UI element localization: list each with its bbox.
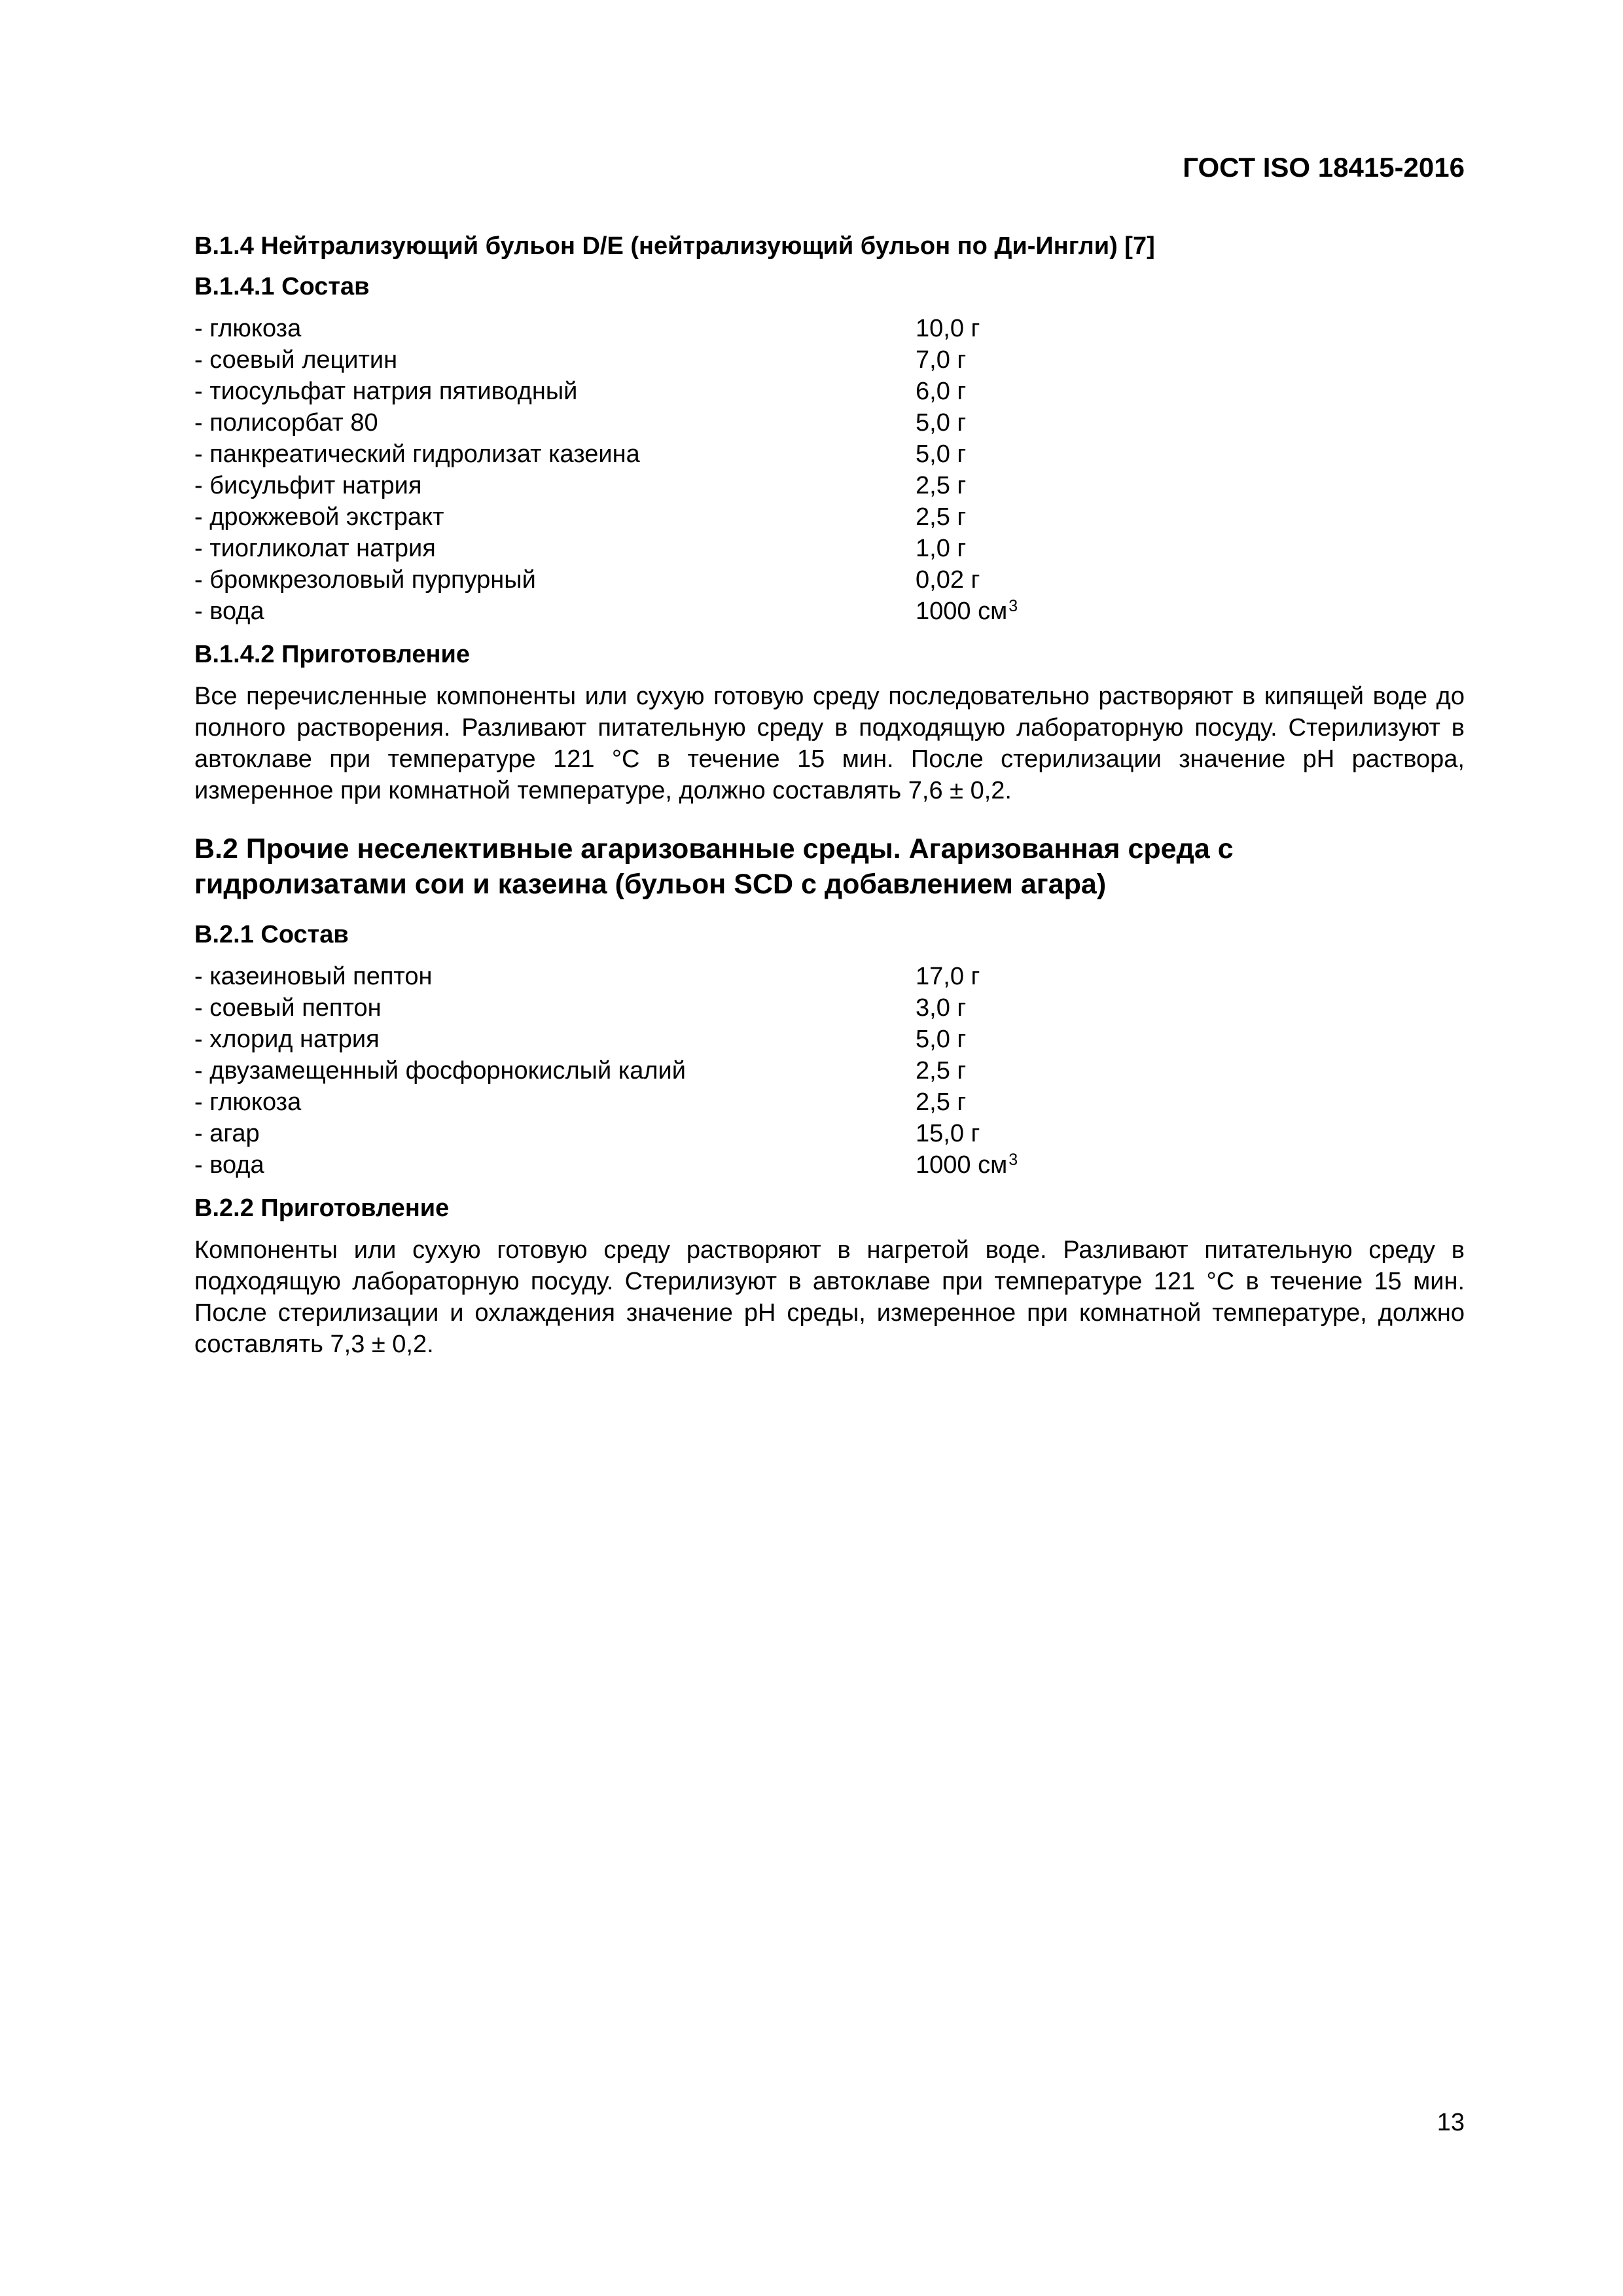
component-name: - агар xyxy=(194,1120,260,1147)
section-b14-title: B.1.4 Нейтрализующий бульон D/E (нейтрализующий бульон по Ди-Ингли) [7] xyxy=(194,232,1155,260)
component-amount xyxy=(916,407,966,439)
component-amount xyxy=(916,564,980,596)
section-b142-title: B.1.4.2 Приготовление xyxy=(194,641,470,668)
component-row xyxy=(194,564,1465,596)
component-row xyxy=(194,313,1465,344)
component-amount xyxy=(916,596,1018,627)
component-row xyxy=(194,1149,1465,1181)
component-row xyxy=(194,992,1465,1024)
preparation-paragraph-b2: Компоненты или сухую готовую среду растворяют в нагретой воде. Разливают питательную среду в подходящую лабораторную посуду. Стерилизуют в автоклаве при температуре 121 °С в течение 15 мин. После стерилизации и охлаждения значение pH среды, измеренное при комнатной температуре, должно составлять 7,3 ± 0,2. xyxy=(194,1236,1465,1358)
component-name: - хлорид натрия xyxy=(194,1026,380,1053)
component-amount-value: 2,5 г xyxy=(916,1088,967,1116)
component-row xyxy=(194,596,1465,627)
preparation-paragraph-b14: Все перечисленные компоненты или сухую готовую среду последовательно растворяют в кипящей воде до полного растворения. Разливают питательную среду в подходящую лабораторную посуду. Стерилизуют в автоклаве при температуре 121 °С в течение 15 мин. После стерилизации значение pH раствора, измеренное при комнатной температуре, должно составлять 7,6 ± 0,2. xyxy=(194,683,1465,804)
component-name: - вода xyxy=(194,598,264,625)
component-amount-value: 5,0 г xyxy=(916,1026,967,1053)
component-amount-value: 0,02 г xyxy=(916,566,980,594)
component-name: - казеиновый пептон xyxy=(194,963,433,990)
component-name: - панкреатический гидролизат казеина xyxy=(194,440,640,468)
component-row xyxy=(194,344,1465,376)
component-amount-value: 2,5 г xyxy=(916,472,967,499)
component-amount xyxy=(916,533,966,564)
component-name: - бисульфит натрия xyxy=(194,472,422,499)
component-name: - бромкрезоловый пурпурный xyxy=(194,566,536,594)
component-row xyxy=(194,1118,1465,1149)
component-amount xyxy=(916,1086,966,1118)
unit-superscript: 3 xyxy=(1008,1151,1018,1169)
component-amount-value: 1000 см xyxy=(916,598,1008,625)
component-amount xyxy=(916,961,980,992)
component-amount xyxy=(916,439,966,470)
section-b2-title-line1: B.2 Прочие неселективные агаризованные среды. Агаризованная среда с xyxy=(194,833,1234,865)
component-amount xyxy=(916,470,966,501)
component-amount xyxy=(916,376,966,407)
page-number: 13 xyxy=(1436,2109,1465,2136)
component-row xyxy=(194,376,1465,407)
component-row xyxy=(194,1024,1465,1055)
unit-superscript: 3 xyxy=(1008,597,1018,615)
section-b22-title: B.2.2 Приготовление xyxy=(194,1194,450,1222)
component-name: - тиогликолат натрия xyxy=(194,535,436,562)
component-name: - вода xyxy=(194,1151,264,1179)
component-name: - соевый пептон xyxy=(194,994,382,1022)
component-name: - соевый лецитин xyxy=(194,346,398,374)
component-amount-value: 10,0 г xyxy=(916,315,980,342)
component-amount xyxy=(916,501,966,533)
component-amount-value: 6,0 г xyxy=(916,378,967,405)
component-amount xyxy=(916,1055,966,1086)
component-row xyxy=(194,1055,1465,1086)
component-amount xyxy=(916,313,980,344)
component-list-b14 xyxy=(194,313,1465,627)
component-amount xyxy=(916,1149,1018,1181)
component-amount-value: 5,0 г xyxy=(916,440,967,468)
component-list-b2 xyxy=(194,961,1465,1181)
component-name: - глюкоза xyxy=(194,315,302,342)
component-row xyxy=(194,501,1465,533)
component-name: - глюкоза xyxy=(194,1088,302,1116)
section-b14 xyxy=(194,230,1465,806)
component-amount xyxy=(916,344,966,376)
section-b2-title-line2: гидролизатами сои и казеина (бульон SCD с добавлением агара) xyxy=(194,869,1107,900)
component-amount-value: 2,5 г xyxy=(916,503,967,531)
component-name: - тиосульфат натрия пятиводный xyxy=(194,378,578,405)
component-amount-value: 5,0 г xyxy=(916,409,967,437)
document-code-header: ГОСТ ISO 18415-2016 xyxy=(1183,152,1465,183)
component-amount-value: 15,0 г xyxy=(916,1120,980,1147)
component-row xyxy=(194,1086,1465,1118)
component-row xyxy=(194,470,1465,501)
component-amount-value: 3,0 г xyxy=(916,994,967,1022)
component-name: - полисорбат 80 xyxy=(194,409,378,437)
component-amount-value: 1,0 г xyxy=(916,535,967,562)
section-b2 xyxy=(194,831,1465,1360)
section-b21-title: B.2.1 Состав xyxy=(194,921,349,948)
section-b141-title: B.1.4.1 Состав xyxy=(194,273,370,300)
component-amount xyxy=(916,992,966,1024)
component-name: - дрожжевой экстракт xyxy=(194,503,444,531)
component-name: - двузамещенный фосфорнокислый калий xyxy=(194,1057,686,1085)
component-amount-value: 7,0 г xyxy=(916,346,967,374)
component-amount xyxy=(916,1024,966,1055)
component-amount-value: 17,0 г xyxy=(916,963,980,990)
component-row xyxy=(194,439,1465,470)
component-amount-value: 2,5 г xyxy=(916,1057,967,1085)
component-row xyxy=(194,533,1465,564)
component-amount-value: 1000 см xyxy=(916,1151,1008,1179)
component-amount xyxy=(916,1118,980,1149)
component-row xyxy=(194,407,1465,439)
component-row xyxy=(194,961,1465,992)
